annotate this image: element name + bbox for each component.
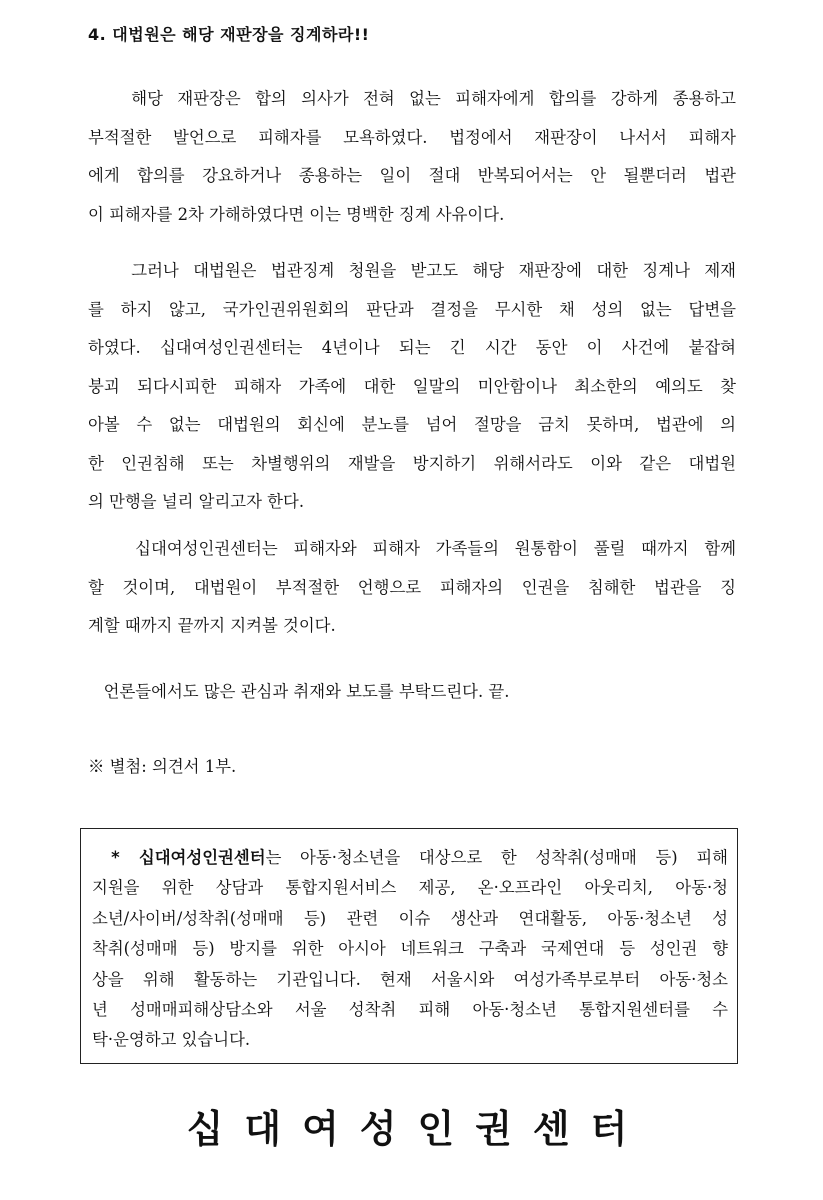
paragraph-supreme-court-response	[88, 252, 736, 522]
paragraph-line: 한 인권침해 또는 차별행위의 재발을 방지하기 위해서라도 이와 같은 대법원	[88, 453, 736, 473]
paragraph-line: 부적절한 발언으로 피해자를 모욕하였다. 법정에서 재판장이 나서서 피해자	[88, 127, 736, 147]
paragraph-line: 아볼 수 없는 대법원의 회신에 분노를 넘어 절망을 금치 못하며, 법관에 의	[88, 415, 736, 434]
info-line: 년 성매매피해상담소와 서울 성착취 피해 아동·청소년 통합지원센터를 수	[92, 1000, 728, 1020]
paragraph-line: 할 것이며, 대법원이 부적절한 언행으로 피해자의 인권을 침해한 법관을 징	[88, 577, 736, 597]
paragraph-line: 붕괴 되다시피한 피해자 가족에 대한 일말의 미안함이나 최소한의 예의도 찾	[88, 376, 736, 396]
organization-info-text	[92, 843, 728, 1056]
organization-signature: 십대여성인권센터	[186, 1107, 649, 1151]
info-line: 지원을 위한 상담과 통합지원서비스 제공, 온·오프라인 아웃리치, 아동·청	[92, 878, 728, 898]
info-line: 상을 위해 활동하는 기관입니다. 현재 서울시와 여성가족부로부터 아동·청소	[92, 969, 728, 989]
paragraph-line: 를 하지 않고, 국가인권위원회의 판단과 결정을 무시한 채 성의 없는 답변을	[88, 299, 736, 319]
paragraph-line: 의 만행을 널리 알리고자 한다.	[88, 492, 305, 511]
paragraph-line: 에게 합의를 강요하거나 종용하는 일이 절대 반복되어서는 안 될뿐더러 법관	[88, 166, 736, 185]
info-line	[92, 843, 728, 873]
paragraph-line: 계할 때까지 끝까지 지켜볼 것이다.	[88, 616, 336, 635]
info-org-name: 십대여성인권센터	[138, 848, 266, 867]
paragraph-line: 해당 재판장은 합의 의사가 전혀 없는 피해자에게 합의를 강하게 종용하고	[88, 89, 736, 108]
paragraph-disciplinary-grounds	[88, 80, 736, 234]
paragraph-line: 하였다. 십대여성인권센터는 4년이나 되는 긴 시간 동안 이 사건에 붙잡혀	[88, 338, 736, 357]
paragraph-line: 십대여성인권센터는 피해자와 피해자 가족들의 원통함이 풀릴 때까지 함께	[88, 539, 736, 558]
info-line: 소년/사이버/성착취(성매매 등) 관련 이슈 생산과 연대활동, 아동·청소년 성	[92, 908, 728, 928]
info-line: 탁·운영하고 있습니다.	[92, 1030, 251, 1050]
info-first-line-rest: 는 아동·청소년을 대상으로 한 성착취(성매매 등) 피해	[265, 848, 729, 867]
organization-info-box	[80, 828, 738, 1064]
attachment-note: ※ 별첨: 의견서 1부.	[88, 757, 237, 776]
paragraph-line: 언론들에서도 많은 관심과 취재와 보도를 부탁드린다. 끝.	[88, 682, 510, 701]
paragraph-commitment	[88, 530, 736, 646]
paragraph-line: 그러나 대법원은 법관징계 청원을 받고도 해당 재판장에 대한 징계나 제재	[88, 261, 736, 280]
info-lead	[92, 848, 266, 867]
section-heading: 4. 대법원은 해당 재판장을 징계하라!!	[88, 25, 370, 44]
paragraph-media-request	[88, 673, 736, 712]
info-line: 착취(성매매 등) 방지를 위한 아시아 네트워크 구축과 국제연대 등 성인권 향	[92, 939, 728, 959]
info-lead-prefix: *	[92, 848, 139, 867]
paragraph-line: 이 피해자를 2차 가해하였다면 이는 명백한 징계 사유이다.	[88, 204, 505, 224]
